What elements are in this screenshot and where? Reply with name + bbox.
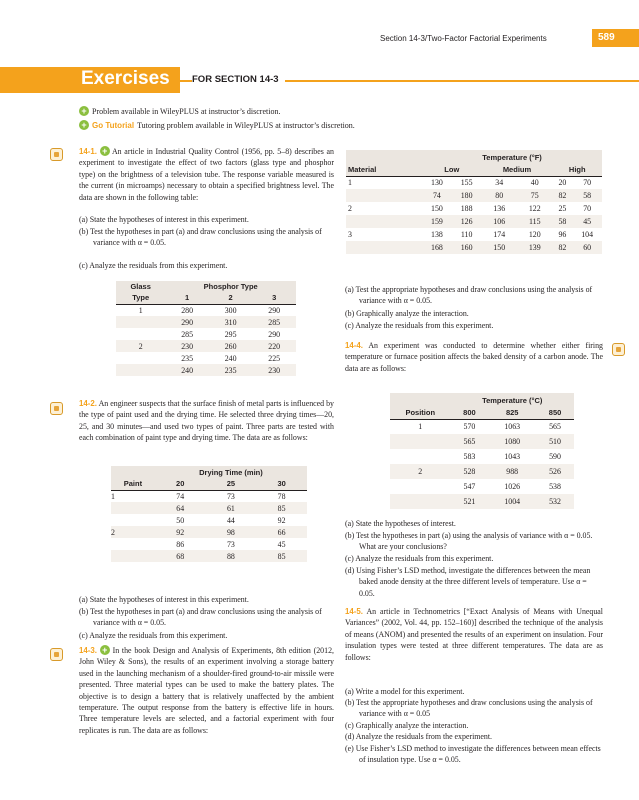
- cell: 1004: [504, 497, 521, 506]
- cell: [390, 494, 451, 509]
- col-header: High: [568, 165, 586, 175]
- cell: 34: [495, 178, 504, 188]
- cell: 220: [268, 341, 281, 351]
- cell: 74: [432, 191, 441, 200]
- col-header: 2: [228, 293, 233, 303]
- cell: 159: [431, 217, 443, 226]
- table-anode: [390, 393, 574, 509]
- cell: [390, 449, 451, 464]
- cell: 988: [506, 467, 519, 476]
- cell: 73: [226, 539, 235, 549]
- cell: 126: [460, 217, 473, 226]
- exercise-number: 14-5.: [345, 607, 363, 616]
- cell: 60: [583, 243, 592, 252]
- cell: 280: [181, 305, 194, 315]
- cell: 45: [583, 217, 592, 226]
- cell: 290: [181, 317, 194, 327]
- cell: 96: [558, 230, 567, 239]
- cell: 285: [268, 317, 281, 327]
- col-header: Medium: [502, 165, 532, 175]
- cell: 168: [431, 243, 443, 252]
- cell: [116, 316, 165, 328]
- exercise-text: An engineer suspects that the surface finish of metal parts is influenced by the type of paint used and the drying time. He selected three drying times—20, 25, and 30 minutes—and used two types of paint. Three parts are tested with each combination of paint type and drying time. The data are as follows:: [79, 399, 334, 443]
- cell: 98: [226, 527, 235, 537]
- col-header: 25: [226, 479, 236, 489]
- cell: 40: [530, 178, 539, 188]
- item-d: (d) Using Fisher’s LSD method, investigate the differences between the mean baked anode density at the three different levels of temperature. Use α = 0.05.: [345, 566, 591, 598]
- exercise-number: 14-3.: [79, 646, 97, 655]
- cell: 310: [224, 317, 237, 327]
- cell: 106: [493, 217, 506, 226]
- cell: 104: [581, 230, 594, 239]
- cell: 521: [463, 497, 476, 506]
- cell: 565: [549, 422, 561, 432]
- exercises-title: Exercises: [81, 68, 170, 89]
- col-header: 20: [176, 479, 185, 489]
- row-header-type: Type: [132, 293, 150, 303]
- plus-icon: +: [100, 146, 110, 156]
- cell: 235: [181, 353, 194, 363]
- cell: 180: [460, 191, 473, 200]
- book-icon[interactable]: [50, 402, 63, 415]
- item-a: (a) Write a model for this experiment.: [345, 687, 465, 696]
- cell: 130: [431, 178, 443, 188]
- page-number: 589: [592, 29, 639, 47]
- cell: 110: [460, 230, 473, 239]
- col-header: 1: [185, 293, 190, 303]
- cell: 78: [277, 491, 286, 501]
- running-head: Section 14-3/Two-Factor Factorial Experiments: [380, 34, 547, 43]
- plus-icon: +: [79, 106, 89, 116]
- cell: 1: [418, 422, 423, 432]
- item-b: (b) Test the hypotheses in part (a) using the analysis of variance with α = 0.05. What are your conclusions?: [345, 531, 593, 552]
- legend-wileyplus: [79, 106, 280, 116]
- col-header: 825: [505, 408, 519, 418]
- col-group-header: Phosphor Type: [203, 282, 258, 291]
- table-drying: [111, 466, 307, 562]
- cell: 66: [277, 527, 286, 537]
- cell: 136: [493, 204, 506, 213]
- book-icon[interactable]: [50, 148, 63, 161]
- item-b: (b) Test the hypotheses in part (a) and draw conclusions using the analysis of variance with α = 0.05.: [79, 607, 322, 628]
- item-b: (b) Test the appropriate hypotheses and draw conclusions using the analysis of variance with α = 0.05: [345, 698, 593, 719]
- item-c: (c) Analyze the residuals from this experiment.: [79, 261, 228, 270]
- item-c: (c) Graphically analyze the interaction.: [345, 721, 469, 730]
- cell: 82: [558, 191, 567, 200]
- cell: 150: [431, 204, 443, 213]
- cell: 2: [111, 527, 115, 537]
- cell: 1043: [504, 452, 521, 461]
- cell: 92: [176, 527, 185, 537]
- cell: 570: [463, 422, 476, 432]
- cell: 1063: [504, 422, 521, 432]
- cell: 120: [528, 230, 541, 239]
- cell: [116, 364, 165, 376]
- exercise-text: An experiment was conducted to determine whether either firing temperature or furnace position affects the baked density of a carbon anode. The data are as follows:: [345, 341, 603, 373]
- cell: 70: [583, 178, 592, 188]
- cell: 547: [463, 482, 476, 491]
- col-group-header: Drying Time (min): [199, 467, 263, 477]
- cell: 565: [463, 437, 476, 446]
- cell: 150: [493, 243, 506, 252]
- item-e: (e) Use Fisher’s LSD method to investigate the differences between mean effects of insulation type. Use α = 0.05.: [345, 744, 601, 765]
- item-c: (c) Analyze the residuals from this experiment.: [345, 321, 494, 330]
- cell: [116, 352, 165, 364]
- cell: 70: [583, 204, 592, 213]
- cell: 583: [463, 452, 476, 461]
- cell: 68: [176, 551, 185, 561]
- exercise-text: An article in Technometrics [“Exact Analysis of Means with Unequal Variances” (2002, Vol. 44, pp. 152–160)] described the technique of the analysis of means (ANOM) and presented the results of an experiment on insulation. Four insulation types were tested at three different temperatures. The data are as follows:: [345, 607, 603, 662]
- legend-tutorial: [79, 120, 355, 130]
- cell: 1: [138, 305, 143, 315]
- item-c: (c) Analyze the residuals from this experiment.: [79, 631, 228, 640]
- cell: 290: [268, 329, 281, 339]
- cell: 1: [348, 178, 352, 188]
- cell: 295: [224, 329, 237, 339]
- cell: 240: [224, 353, 237, 363]
- item-c: (c) Analyze the residuals from this experiment.: [345, 554, 494, 563]
- cell: 526: [549, 467, 561, 476]
- exercise-14-4: [345, 340, 603, 374]
- table-battery: [346, 150, 602, 254]
- col-header: 30: [277, 479, 286, 489]
- cell: 45: [277, 539, 286, 549]
- plus-icon: +: [79, 120, 89, 130]
- cell: 92: [277, 515, 286, 525]
- cell: 138: [431, 230, 443, 239]
- cell: 1080: [504, 437, 521, 446]
- cell: 64: [176, 503, 185, 513]
- cell: 1026: [504, 482, 521, 491]
- cell: [346, 241, 422, 254]
- exercise-text: In the book Design and Analysis of Experiments, 8th edition (2012, John Wiley & Sons), the results of an experiment involving a storage battery used in the launching mechanism of a shoulder-fired ground-to-air missile were presented. Three material types can be used to make the battery plates. The objective is to design a battery that is relatively unaffected by the ambient temperature. The output response from the battery is effective life in hours. Three temperature levels are selected, and a factorial experiment with four replicates is run. The data are as follows:: [79, 646, 334, 735]
- cell: 174: [493, 230, 506, 239]
- cell: 86: [176, 539, 185, 549]
- cell: 2: [138, 341, 143, 351]
- cell: 160: [460, 243, 473, 252]
- exercise-14-2: [79, 398, 334, 444]
- item-a: (a) State the hypotheses of interest in this experiment.: [79, 595, 249, 604]
- exercise-number: 14-1.: [79, 147, 97, 156]
- cell: 73: [226, 491, 235, 501]
- cell: [111, 514, 155, 526]
- cell: [111, 550, 155, 562]
- legend-text-1: Problem available in WileyPLUS at instructor’s discretion.: [92, 106, 281, 116]
- cell: [390, 479, 451, 494]
- table-phosphor: [116, 281, 296, 376]
- exercise-14-1: [79, 146, 334, 203]
- exercise-number: 14-4.: [345, 341, 363, 350]
- plus-icon: +: [100, 645, 110, 655]
- cell: 25: [558, 204, 567, 213]
- col-header: 3: [272, 293, 277, 303]
- exercise-14-5: [345, 606, 603, 663]
- cell: 590: [549, 452, 561, 461]
- cell: 115: [528, 217, 541, 226]
- row-header-glass: Glass: [130, 282, 151, 291]
- cell: 82: [558, 243, 567, 252]
- cell: 50: [176, 515, 185, 525]
- item-a: (a) State the hypotheses of interest.: [345, 519, 456, 528]
- cell: 230: [181, 341, 194, 351]
- cell: 188: [460, 204, 473, 213]
- cell: [111, 502, 155, 514]
- exercise-text: An article in Industrial Quality Control (1956, pp. 5–8) describes an experiment to investigate the effect of two factors (glass type and phosphor type) on the brightness of a television tube. The response variable measured is the current (in microamps) necessary to obtain a specified brightness level. The data are shown in the following table:: [79, 147, 334, 202]
- col-group-header: Temperature (°C): [482, 395, 543, 405]
- cell: 538: [549, 482, 561, 491]
- cell: 85: [277, 503, 286, 513]
- cell: 528: [463, 467, 476, 476]
- row-header: Position: [405, 408, 436, 418]
- row-header: Paint: [123, 479, 143, 489]
- cell: 58: [558, 217, 567, 226]
- cell: [390, 434, 451, 449]
- cell: 1: [111, 491, 115, 501]
- cell: 122: [528, 204, 541, 213]
- item-b: (b) Test the hypotheses in part (a) and draw conclusions using the analysis of variance with α = 0.05.: [79, 227, 322, 248]
- cell: 2: [418, 467, 423, 476]
- cell: [346, 215, 422, 228]
- cell: 290: [268, 305, 281, 315]
- col-header: 850: [548, 408, 562, 418]
- cell: 510: [549, 437, 561, 446]
- cell: 155: [460, 178, 473, 188]
- exercise-number: 14-2.: [79, 399, 97, 408]
- row-header: Material: [348, 165, 377, 175]
- item-b: (b) Graphically analyze the interaction.: [345, 309, 469, 318]
- cell: 75: [530, 191, 539, 200]
- cell: 58: [583, 191, 592, 200]
- go-tutorial-link[interactable]: Go Tutorial: [92, 120, 135, 130]
- cell: 88: [226, 551, 235, 561]
- legend-text-2: Tutoring problem available in WileyPLUS at instructor’s discretion.: [137, 120, 355, 130]
- cell: 285: [181, 329, 194, 339]
- cell: 235: [224, 365, 237, 375]
- cell: 240: [181, 365, 194, 375]
- cell: 300: [224, 305, 237, 315]
- col-header: Low: [444, 165, 460, 175]
- cell: 225: [268, 353, 281, 363]
- cell: [116, 328, 165, 340]
- cell: 85: [277, 551, 286, 561]
- cell: 230: [268, 365, 281, 375]
- cell: 20: [558, 178, 567, 188]
- cell: [346, 189, 422, 202]
- item-a: (a) Test the appropriate hypotheses and draw conclusions using the analysis of variance with α = 0.05.: [345, 285, 593, 306]
- cell: 260: [224, 341, 237, 351]
- book-icon[interactable]: [612, 343, 625, 356]
- cell: 2: [348, 204, 352, 213]
- section-subtitle: FOR SECTION 14-3: [192, 74, 285, 85]
- cell: 3: [348, 230, 352, 239]
- item-d: (d) Analyze the residuals from the experiment.: [345, 732, 493, 741]
- col-header: 800: [463, 408, 476, 418]
- cell: 532: [549, 497, 561, 506]
- col-group-header: Temperature (°F): [482, 152, 542, 162]
- cell: [111, 538, 155, 550]
- cell: 74: [176, 491, 185, 501]
- cell: 44: [226, 515, 235, 525]
- item-a: (a) State the hypotheses of interest in this experiment.: [79, 215, 249, 224]
- cell: 80: [495, 191, 504, 200]
- exercise-14-3: [79, 645, 334, 736]
- book-icon[interactable]: [50, 648, 63, 661]
- cell: 61: [226, 503, 235, 513]
- cell: 139: [528, 243, 541, 252]
